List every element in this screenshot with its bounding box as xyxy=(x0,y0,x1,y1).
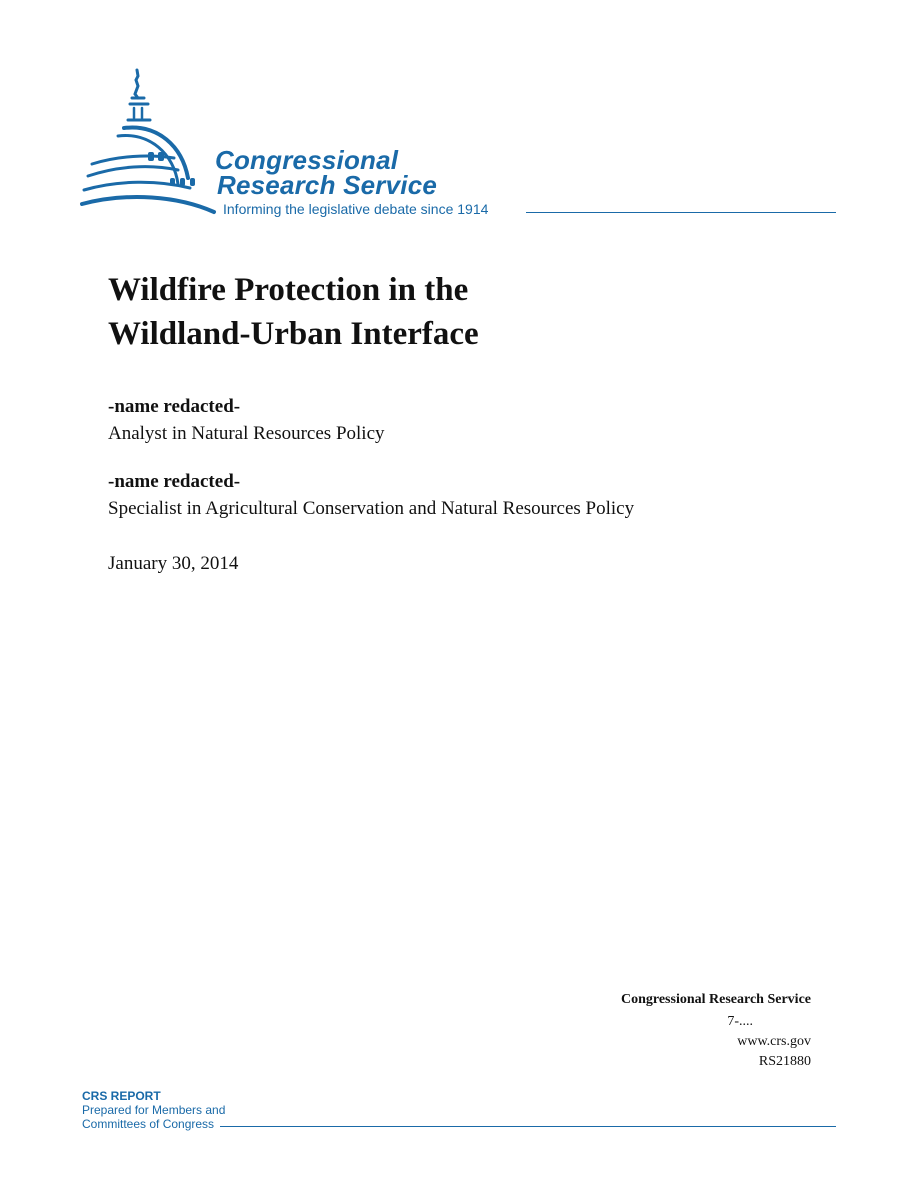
footer-crs-report-label: CRS REPORT xyxy=(82,1089,161,1103)
author-1-role: Analyst in Natural Resources Policy xyxy=(108,423,385,444)
brand-name-line2: Research Service xyxy=(217,170,438,200)
author-2-name: -name redacted- xyxy=(108,471,241,492)
footer-line2: Committees of Congress xyxy=(82,1117,215,1131)
crs-capitol-logo-icon xyxy=(78,66,218,216)
meta-website: www.crs.gov xyxy=(737,1034,811,1049)
footer-line1: Prepared for Members and xyxy=(82,1103,226,1117)
footer-divider xyxy=(220,1126,836,1127)
report-title-line1: Wildfire Protection in the xyxy=(108,272,469,308)
author-2-role: Specialist in Agricultural Conservation and Natural Resources Policy xyxy=(108,498,635,519)
report-meta-block xyxy=(511,990,811,1072)
meta-org: Congressional Research Service xyxy=(620,992,811,1007)
meta-report-number: RS21880 xyxy=(758,1054,811,1069)
brand-name-line1: Congressional xyxy=(215,145,399,175)
header-divider xyxy=(526,212,836,213)
report-title-line2: Wildland-Urban Interface xyxy=(108,316,479,352)
brand-tagline: Informing the legislative debate since 1914 xyxy=(223,201,489,217)
meta-phone: 7-.... xyxy=(727,1014,753,1029)
author-1-name: -name redacted- xyxy=(108,396,241,417)
report-date: January 30, 2014 xyxy=(108,553,239,574)
